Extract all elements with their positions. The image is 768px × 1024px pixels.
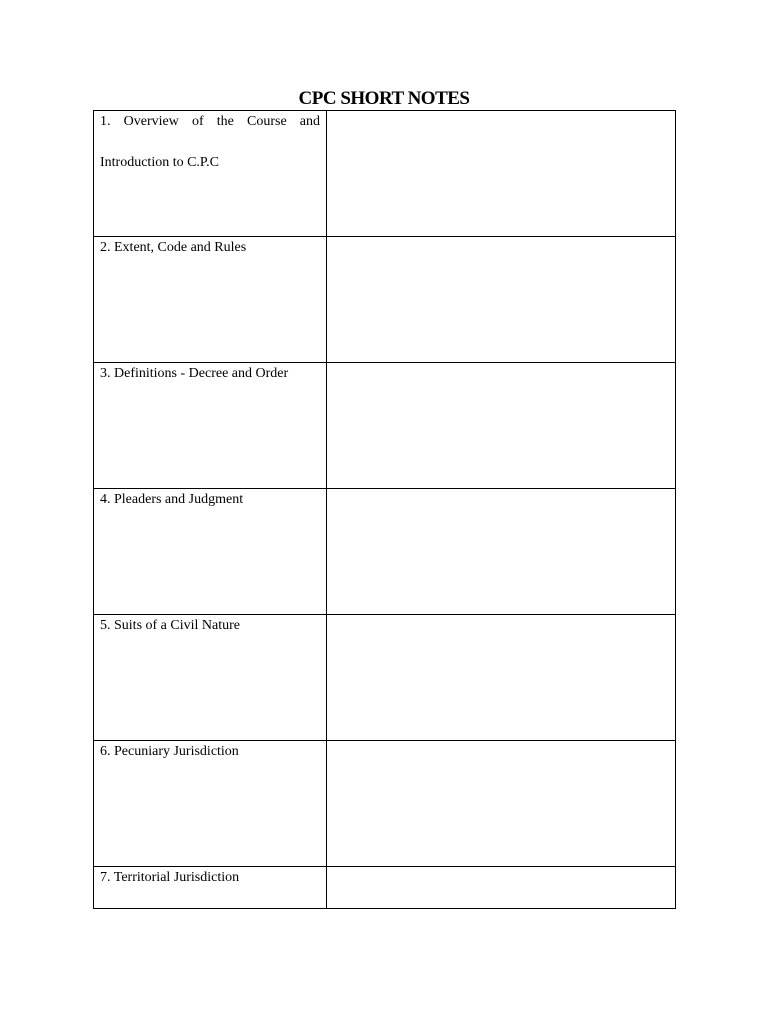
topic-cell <box>94 237 327 363</box>
topic-cell <box>94 111 327 237</box>
topic-label: 2. Extent, Code and Rules <box>100 240 247 255</box>
table-row <box>94 741 676 867</box>
notes-cell[interactable] <box>327 237 676 363</box>
topic-cell <box>94 363 327 489</box>
topic-label: 1. Overview of the Course and <box>100 114 320 129</box>
page-title: CPC SHORT NOTES <box>298 88 470 109</box>
topic-label: 7. Territorial Jurisdiction <box>100 870 240 885</box>
topic-label-continued: Introduction to C.P.C <box>100 155 220 170</box>
table-row <box>94 111 676 237</box>
topic-label: 3. Definitions - Decree and Order <box>100 366 289 381</box>
notes-cell[interactable] <box>327 489 676 615</box>
table-row <box>94 615 676 741</box>
topic-label: 6. Pecuniary Jurisdiction <box>100 744 239 759</box>
notes-cell[interactable] <box>327 363 676 489</box>
table-row <box>94 363 676 489</box>
topic-label: 4. Pleaders and Judgment <box>100 492 244 507</box>
table-row <box>94 867 676 909</box>
topic-cell <box>94 867 327 909</box>
topic-cell <box>94 741 327 867</box>
topic-label: 5. Suits of a Civil Nature <box>100 618 240 633</box>
notes-cell[interactable] <box>327 111 676 237</box>
notes-cell[interactable] <box>327 741 676 867</box>
notes-table <box>93 110 676 909</box>
table-row <box>94 489 676 615</box>
topic-cell <box>94 615 327 741</box>
notes-cell[interactable] <box>327 615 676 741</box>
table-row <box>94 237 676 363</box>
topic-cell <box>94 489 327 615</box>
notes-cell[interactable] <box>327 867 676 909</box>
